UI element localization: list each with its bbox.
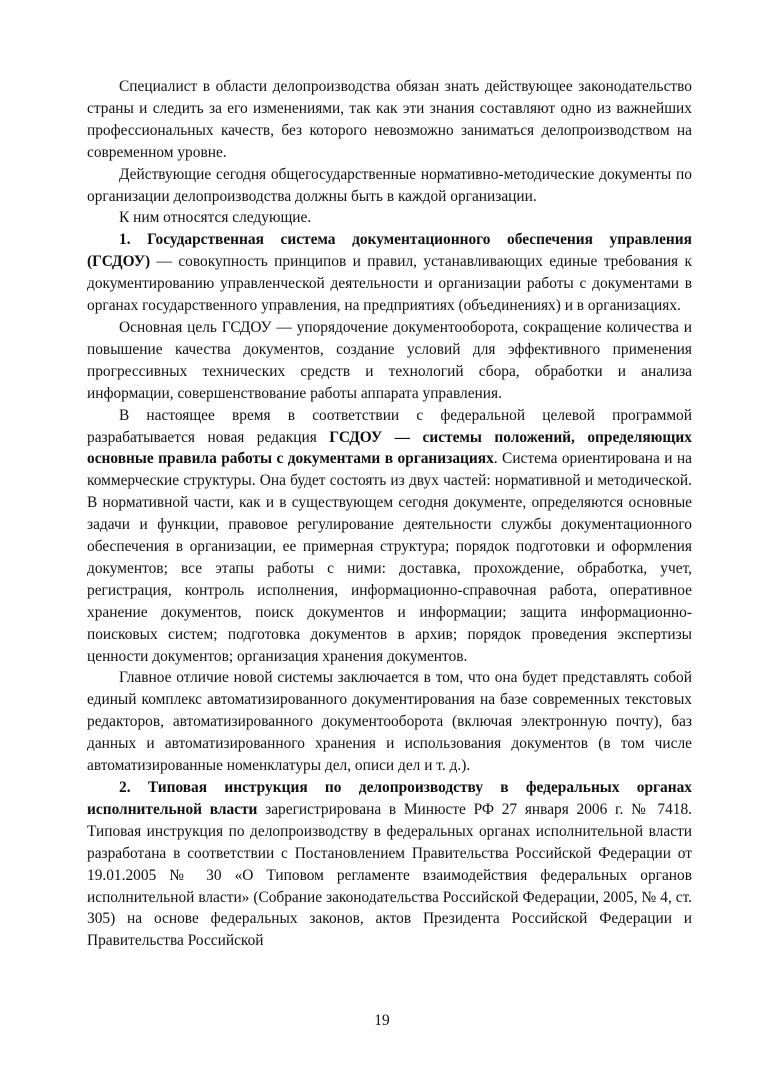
paragraph: [87, 229, 692, 317]
paragraph: [87, 667, 692, 777]
text-run: Основная цель ГСДОУ — упорядочение документооборота, сокращение количества и повышение качества документов, создание условий для эффективного применения прогрессивных технических средств и технологий сбора, обработки и анализа информации, совершенствование работы аппарата управления.: [87, 318, 692, 402]
paragraph: [87, 207, 692, 229]
text-run: К ним относятся следующие.: [119, 209, 312, 227]
page-number: 19: [374, 1012, 390, 1029]
text-run: Действующие сегодня общегосударственные нормативно-методические документы по организации делопроизводства должны быть в каждой организации.: [87, 165, 692, 205]
paragraph: [87, 777, 692, 952]
bold-term: ГСДОУ — системы положений, определяющих основные правила работы с документами в организациях: [87, 428, 692, 468]
text-run: Главное отличие новой системы заключается в том, что она будет представлять собой единый комплекс автоматизированного документирования на базе современных текстовых редакторов, автоматизированного документооборота (включая электронную почту), баз данных и автоматизированного хранения и использования документов (в том числе автоматизированные номенклатуры дел, описи дел и т. д.).: [87, 669, 692, 775]
text-run: — совокупность принципов и правил, устанавливающих единые требования к документированию управленческой деятельности и организации работы с документами в органах государственного управления, на предприятиях (объединениях) и в организациях.: [87, 253, 692, 315]
page-body: [87, 76, 692, 952]
text-run: зарегистрирована в Минюсте РФ 27 января 2006 г. № 7418. Типовая инструкция по делопроизводству в федеральных органах исполнительной власти разработана в соответствии с Постановлением Правительства Российской Федерации от 19.01.2005 № 30 «О Типовом регламенте взаимодействия федеральных органов исполнительной власти» (Собрание законодательства Российской Федерации, 2005, № 4, ст. 305) на основе федеральных законов, актов Президента Российской Федерации и Правительства Российской: [87, 800, 692, 950]
text-run: . Система ориентирована и на коммерческие структуры. Она будет состоять из двух частей: нормативной и методической. В нормативной части, как и в существующем сегодня документе, определяются основные задачи и функции, правовое регулирование деятельности службы документационного обеспечения в организации, ее примерная структура; порядок подготовки и оформления документов; все этапы работы с ними: доставка, прохождение, обработка, учет, регистрация, контроль исполнения, информационно-справочная работа, оперативное хранение документов, поиск документов и информации; защита информационно-поисковых систем; подготовка документов в архив; порядок проведения экспертизы ценности документов; организация хранения документов.: [87, 450, 692, 665]
bold-term: 2. Типовая инструкция по делопроизводству в федеральных органах исполнительной власти: [87, 779, 692, 818]
bold-term: 1. Государственная система документационного обеспечения управления (ГСДОУ): [87, 231, 692, 271]
paragraph: [87, 76, 692, 164]
paragraph: [87, 164, 692, 208]
text-run: Специалист в области делопроизводства обязан знать действующее законодательство страны и следить за его изменениями, так как эти знания составляют одно из важнейших профессиональных качеств, без которого невозможно заниматься делопроизводством на современном уровне.: [87, 78, 692, 161]
paragraph: [87, 405, 692, 668]
paragraph: [87, 317, 692, 405]
text-run: В настоящее время в соответствии с федеральной целевой программой разрабатывается новая редакция: [87, 406, 692, 446]
